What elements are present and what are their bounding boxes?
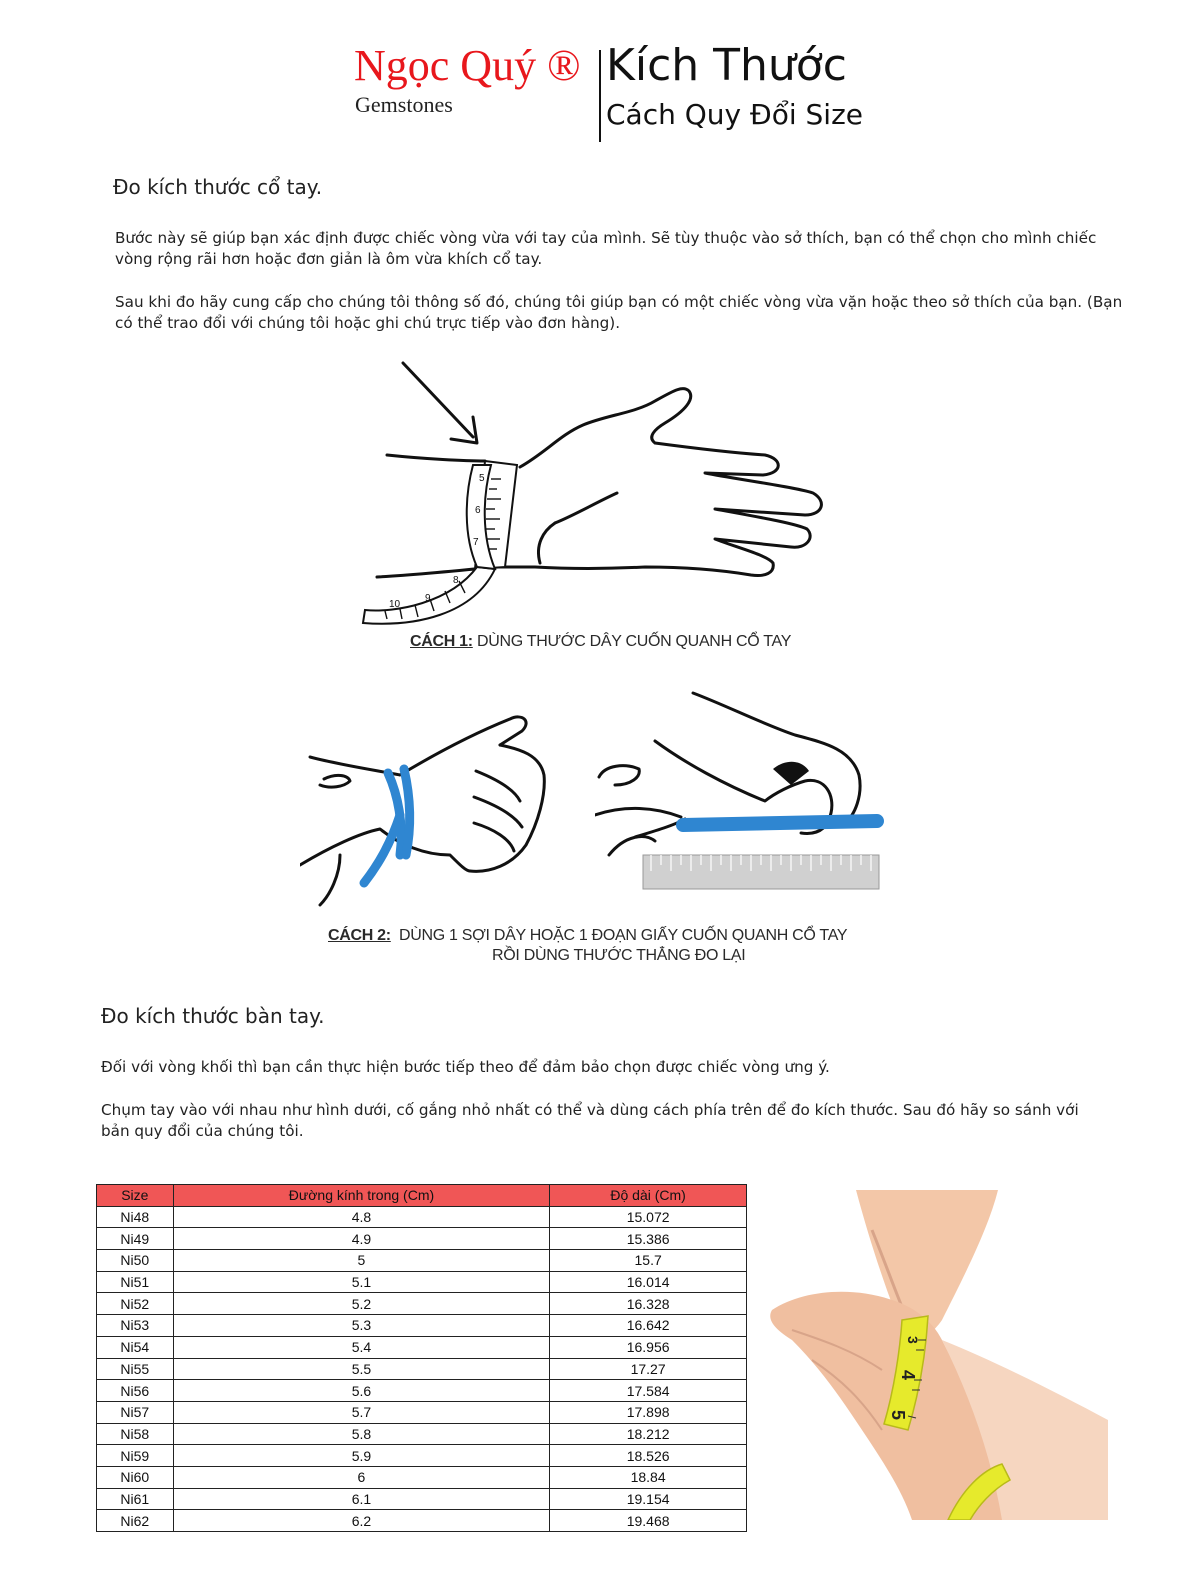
diameter-cell: 5.8 bbox=[173, 1423, 550, 1445]
length-cell: 17.898 bbox=[550, 1401, 747, 1423]
method-2-text-line-1: DÙNG 1 SỢI DÂY HOẶC 1 ĐOẠN GIẤY CUỐN QUANH CỔ TAY bbox=[398, 927, 848, 944]
photo-tape-number: 4 bbox=[898, 1370, 918, 1381]
wrist-section-heading: Đo kích thước cổ tay. bbox=[113, 175, 323, 199]
string-wrist-illustration bbox=[300, 705, 550, 910]
table-row bbox=[97, 1206, 747, 1228]
method-1-text: DÙNG THƯỚC DÂY CUỐN QUANH CỔ TAY bbox=[476, 633, 792, 650]
diameter-cell: 5 bbox=[173, 1250, 550, 1272]
table-row bbox=[97, 1228, 747, 1250]
length-cell: 15.7 bbox=[550, 1250, 747, 1272]
size-cell: Ni55 bbox=[97, 1358, 174, 1380]
length-cell: 15.386 bbox=[550, 1228, 747, 1250]
table-row bbox=[97, 1423, 747, 1445]
size-cell: Ni58 bbox=[97, 1423, 174, 1445]
photo-tape-number: 5 bbox=[888, 1410, 908, 1421]
length-cell: 16.014 bbox=[550, 1271, 747, 1293]
size-cell: Ni54 bbox=[97, 1336, 174, 1358]
size-cell: Ni59 bbox=[97, 1445, 174, 1467]
table-row bbox=[97, 1271, 747, 1293]
size-cell: Ni48 bbox=[97, 1206, 174, 1228]
hand-paragraph-1: Đối với vòng khối thì bạn cần thực hiện bước tiếp theo để đảm bảo chọn được chiếc vòng ưng ý. bbox=[101, 1058, 830, 1076]
diameter-cell: 6.2 bbox=[173, 1510, 550, 1532]
diameter-cell: 5.7 bbox=[173, 1401, 550, 1423]
hand-paragraph-2: Chụm tay vào với nhau như hình dưới, cố gắng nhỏ nhất có thể và dùng cách phía trên để đo kích thước. Sau đó hãy so sánh với bản quy đổi của chúng tôi. bbox=[101, 1101, 1079, 1140]
tape-number: 10 bbox=[389, 599, 401, 610]
length-cell: 16.956 bbox=[550, 1336, 747, 1358]
method-2-caption bbox=[328, 927, 847, 945]
tape-number: 7 bbox=[473, 537, 479, 548]
string-ruler-illustration bbox=[595, 685, 890, 895]
table-row bbox=[97, 1250, 747, 1272]
diameter-cell: 5.6 bbox=[173, 1380, 550, 1402]
table-row bbox=[97, 1401, 747, 1423]
column-header-inner-diameter: Đường kính trong (Cm) bbox=[173, 1185, 550, 1207]
length-cell: 19.468 bbox=[550, 1510, 747, 1532]
diameter-cell: 5.3 bbox=[173, 1315, 550, 1337]
diameter-cell: 5.4 bbox=[173, 1336, 550, 1358]
table-row bbox=[97, 1380, 747, 1402]
size-cell: Ni52 bbox=[97, 1293, 174, 1315]
tape-number: 5 bbox=[479, 473, 485, 484]
table-row bbox=[97, 1488, 747, 1510]
length-cell: 17.584 bbox=[550, 1380, 747, 1402]
table-row bbox=[97, 1336, 747, 1358]
length-cell: 18.526 bbox=[550, 1445, 747, 1467]
page-subtitle: Cách Quy Đổi Size bbox=[606, 98, 863, 131]
brand-subtitle: Gemstones bbox=[355, 92, 453, 117]
size-cell: Ni62 bbox=[97, 1510, 174, 1532]
page-title: Kích Thước bbox=[606, 40, 847, 91]
size-cell: Ni51 bbox=[97, 1271, 174, 1293]
method-2-text-line-2: RỒI DÙNG THƯỚC THẲNG ĐO LẠI bbox=[492, 947, 746, 964]
length-cell: 18.212 bbox=[550, 1423, 747, 1445]
wrist-paragraph-1: Bước này sẽ giúp bạn xác định được chiếc vòng vừa với tay của mình. Sẽ tùy thuộc vào sở thích, bạn có thể chọn cho mình chiếc vòng rộng rãi hơn hoặc đơn giản là ôm vừa khích cổ tay. bbox=[115, 229, 1097, 268]
length-cell: 18.84 bbox=[550, 1466, 747, 1488]
diameter-cell: 5.1 bbox=[173, 1271, 550, 1293]
table-row bbox=[97, 1466, 747, 1488]
table-row bbox=[97, 1293, 747, 1315]
diameter-cell: 6 bbox=[173, 1466, 550, 1488]
table-row bbox=[97, 1510, 747, 1532]
tape-number: 9 bbox=[425, 593, 431, 604]
table-row bbox=[97, 1445, 747, 1467]
diameter-cell: 5.2 bbox=[173, 1293, 550, 1315]
diameter-cell: 4.8 bbox=[173, 1206, 550, 1228]
method-1-label: CÁCH 1: bbox=[410, 633, 473, 650]
arrow-line bbox=[403, 363, 473, 437]
method-2-label: CÁCH 2: bbox=[328, 927, 391, 944]
header-divider bbox=[599, 50, 601, 142]
wrist-paragraph-2: Sau khi đo hãy cung cấp cho chúng tôi thông số đó, chúng tôi giúp bạn có một chiếc vòng vừa vặn hoặc theo sở thích của bạn. (Bạn có thể trao đổi với chúng tôi hoặc ghi chú trực tiếp vào đơn hàng). bbox=[115, 293, 1123, 332]
table-header-row bbox=[97, 1185, 747, 1207]
table-row bbox=[97, 1358, 747, 1380]
size-conversion-table bbox=[96, 1184, 747, 1532]
tape-wrist-illustration bbox=[355, 355, 835, 630]
arrow-head-icon bbox=[451, 417, 477, 443]
hand-tape-photo bbox=[752, 1190, 1108, 1520]
size-cell: Ni61 bbox=[97, 1488, 174, 1510]
size-cell: Ni49 bbox=[97, 1228, 174, 1250]
length-cell: 19.154 bbox=[550, 1488, 747, 1510]
tape-number: 6 bbox=[475, 505, 481, 516]
column-header-length: Độ dài (Cm) bbox=[550, 1185, 747, 1207]
size-cell: Ni53 bbox=[97, 1315, 174, 1337]
column-header-size: Size bbox=[97, 1185, 174, 1207]
length-cell: 16.328 bbox=[550, 1293, 747, 1315]
tape-number: 8 bbox=[453, 575, 459, 586]
size-cell: Ni50 bbox=[97, 1250, 174, 1272]
size-cell: Ni56 bbox=[97, 1380, 174, 1402]
diameter-cell: 5.9 bbox=[173, 1445, 550, 1467]
size-cell: Ni57 bbox=[97, 1401, 174, 1423]
photo-tape-number: 3 bbox=[905, 1336, 921, 1344]
length-cell: 17.27 bbox=[550, 1358, 747, 1380]
table-row bbox=[97, 1315, 747, 1337]
size-cell: Ni60 bbox=[97, 1466, 174, 1488]
hand-section-heading: Đo kích thước bàn tay. bbox=[101, 1004, 325, 1028]
diameter-cell: 4.9 bbox=[173, 1228, 550, 1250]
brand-name: Ngọc Quý ® bbox=[354, 41, 581, 90]
length-cell: 16.642 bbox=[550, 1315, 747, 1337]
diameter-cell: 5.5 bbox=[173, 1358, 550, 1380]
diameter-cell: 6.1 bbox=[173, 1488, 550, 1510]
length-cell: 15.072 bbox=[550, 1206, 747, 1228]
method-1-caption bbox=[410, 633, 791, 651]
